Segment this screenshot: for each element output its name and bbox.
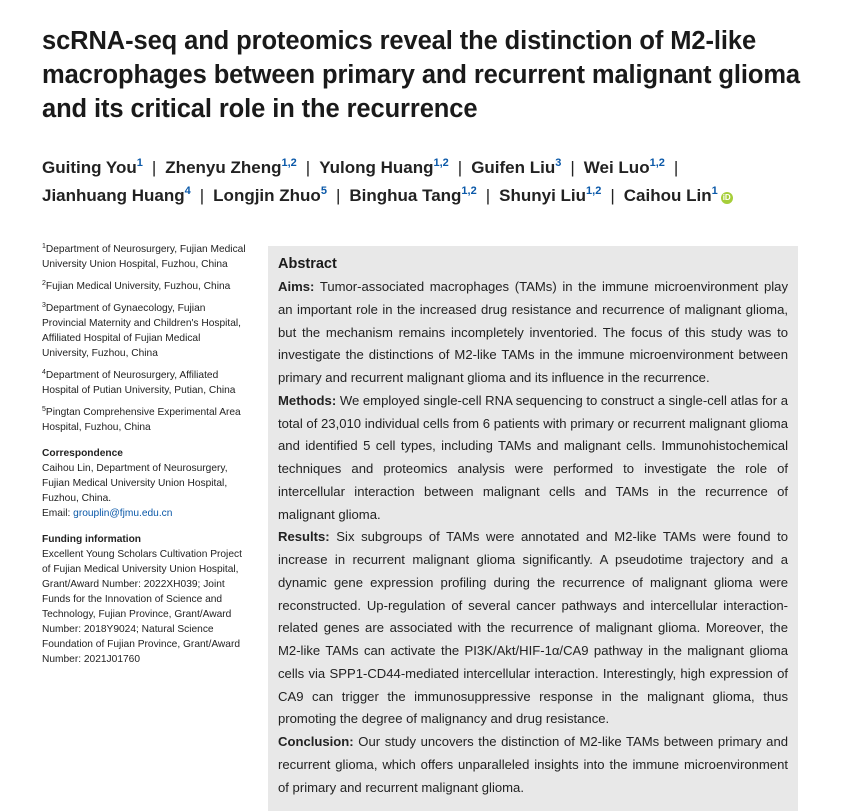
author-separator: | — [305, 158, 311, 177]
email-link[interactable]: grouplin@fjmu.edu.cn — [73, 508, 173, 519]
author-separator: | — [151, 158, 157, 177]
article-title: scRNA-seq and proteomics reveal the distinction of M2-like macrophages between primary and recurrent malignant glioma and its critical role in the recurrence — [42, 27, 800, 123]
author[interactable]: Zhenyu Zheng$^{1,2}$ — [165, 157, 297, 177]
author[interactable]: Guiting You$^1$ — [42, 157, 143, 177]
affiliation: $^3$Department of Gynaecology, Fujian Provincial Maternity and Children's Hospital, Affiliated Hospital of Fujian Medical University, Fuzhou, China — [42, 302, 241, 359]
author-separator: | — [610, 185, 615, 205]
affiliations-column — [42, 242, 247, 674]
author-separator: | — [485, 185, 491, 205]
abstract-section-methods: Methods: We employed single-cell RNA sequencing to construct a single-cell atlas for a total of 23,010 individual cells from 6 patients with primary or recurrent malignant glioma and identified 5 cell types, including TAMs and malignant cells. Immunohistochemical techniques and proteomics analysis were performed to investigate the role of intercellular interaction between malignant cells and TAMs in the recurrence of malignant glioma. — [278, 392, 789, 522]
author[interactable]: Wei Luo$^{1,2}$ — [583, 157, 665, 177]
abstract-heading: Abstract — [278, 256, 337, 272]
author-separator: | — [199, 185, 205, 205]
author[interactable]: Guifen Liu$^3$ — [471, 157, 562, 177]
abstract-section-results: Results: Six subgroups of TAMs were annotated and M2-like TAMs were found to increase in recurrent malignant glioma significantly. A pseudotime trajectory and a dynamic gene expression profiling during the recurrence of malignant glioma were reconstructed. Up-regulation of several cancer pathways and intercellular interaction-related genes are associated with the recurrence of malignant glioma. Moreover, the M2-like TAMs can activate the PI3K/Akt/HIF-1α/CA9 pathway in the malignant glioma cells via SPP1-CD44-mediated intercellular interaction. Interestingly, high expression of CA9 can trigger the immunosuppressive response in the malignant glioma, thus promoting the degree of malignancy and drug resistance. — [278, 529, 789, 727]
abstract-section-aims: Aims: Tumor-associated macrophages (TAMs) in the immune microenvironment play an important role in the increased drug resistance and recurrence of malignant glioma, but the mechanism remains incompletely inventoried. The focus of this study was to investigate the distinctions of M2-like TAMs in the immune microenvironment between primary and recurrent malignant glioma and its influence in the recurrence. — [278, 279, 788, 385]
abstract-box — [268, 246, 798, 811]
funding-text: Excellent Young Scholars Cultivation Project of Fujian Medical University Union Hospital, Grant/Award Number: 2022XH039; Joint Funds for the Innovation of Science and Technology, Fujian Province, Grant/Award Number: 2018Y9024; Natural Science Foundation of Fujian Province, Grant/Award Number: 2021J01760 — [42, 549, 242, 665]
author-separator: | — [457, 158, 463, 177]
author-separator: | — [570, 158, 575, 177]
affiliation: $^5$Pingtan Comprehensive Experimental Area Hospital, Fuzhou, China — [42, 406, 241, 433]
author[interactable]: Yulong Huang$^{1,2}$ — [319, 157, 449, 177]
affiliation: $^2$Fujian Medical University, Fuzhou, China — [42, 280, 231, 292]
funding-heading: Funding information — [42, 534, 142, 545]
affiliation: $^4$Department of Neurosurgery, Affiliated Hospital of Putian University, Putian, China — [42, 369, 236, 396]
orcid-icon[interactable]: iD — [722, 192, 731, 202]
author-separator: | — [335, 185, 341, 205]
author[interactable]: Caihou Lin$^1$ — [623, 184, 718, 205]
correspondence-text: Caihou Lin, Department of Neurosurgery, Fujian Medical University Union Hospital, Fuzhou, China. Email: grouplin@fjmu.edu.cn — [42, 463, 228, 519]
affiliation: $^1$Department of Neurosurgery, Fujian Medical University Union Hospital, Fuzhou, China — [42, 243, 246, 270]
author[interactable]: Jianhuang Huang$^4$ — [42, 184, 191, 205]
correspondence-heading: Correspondence — [42, 448, 123, 459]
author[interactable]: Shunyi Liu$^{1,2}$ — [499, 184, 602, 205]
author[interactable]: Binghua Tang$^{1,2}$ — [349, 184, 477, 205]
author-list — [42, 154, 832, 209]
author[interactable]: Longjin Zhuo$^5$ — [213, 184, 327, 205]
abstract-section-conclusion: Conclusion: Our study uncovers the distinction of M2-like TAMs between primary and recurrent glioma, which offers unparalleled insights into the immune microenvironment of primary and recurrent malignant glioma. — [278, 734, 789, 795]
author-separator: | — [673, 158, 679, 177]
